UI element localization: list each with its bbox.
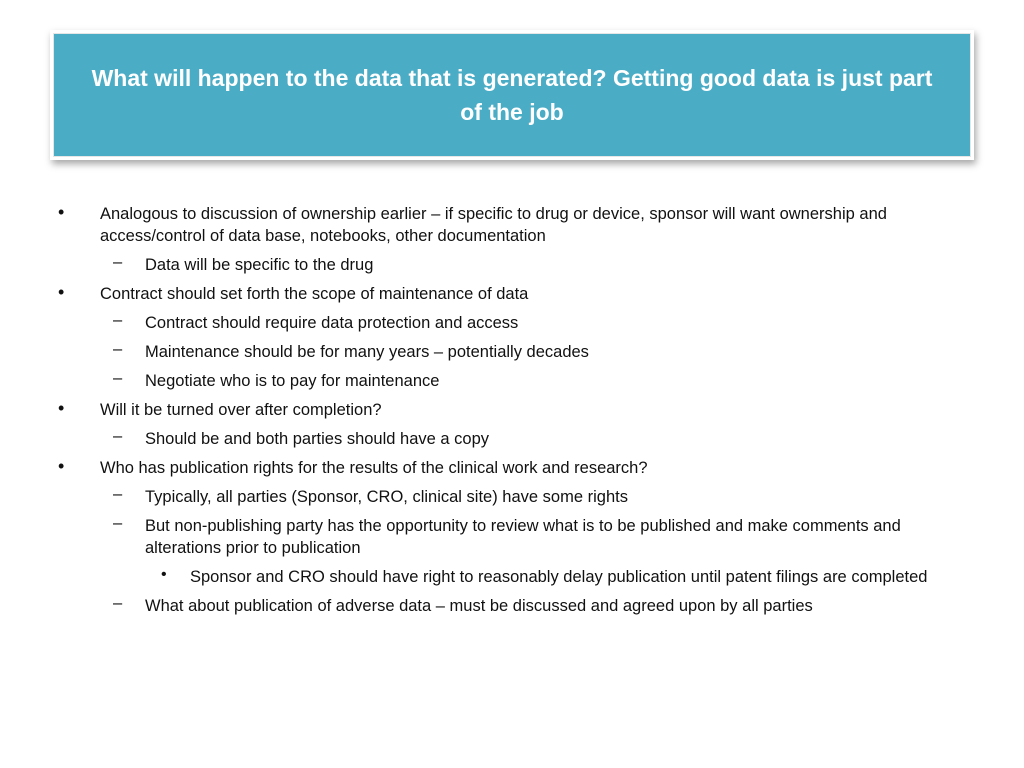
list-item-text: Negotiate who is to pay for maintenance xyxy=(145,372,440,390)
dash-icon: – xyxy=(113,514,123,532)
list-item xyxy=(0,254,1024,276)
bullet-icon: • xyxy=(58,202,65,222)
list-item xyxy=(0,341,1024,363)
list-item xyxy=(0,283,1024,305)
bullet-icon: • xyxy=(58,456,65,476)
list-item-text: Who has publication rights for the results of the clinical work and research? xyxy=(100,459,648,477)
list-item-text: Typically, all parties (Sponsor, CRO, clinical site) have some rights xyxy=(145,488,628,506)
list-item xyxy=(0,370,1024,392)
list-item-text: Should be and both parties should have a copy xyxy=(145,430,490,448)
list-item-text: Sponsor and CRO should have right to reasonably delay publication until patent filings are completed xyxy=(190,568,928,586)
bullet-icon: • xyxy=(58,282,65,302)
list-item-text: Will it be turned over after completion? xyxy=(100,401,382,419)
title-banner xyxy=(53,33,971,157)
slide-title: What will happen to the data that is generated? Getting good data is just part of the job xyxy=(91,65,933,125)
dash-icon: – xyxy=(113,485,123,503)
list-item-text: What about publication of adverse data – must be discussed and agreed upon by all parties xyxy=(145,597,813,615)
list-item xyxy=(0,457,1024,479)
list-item xyxy=(0,566,1024,588)
list-item-text: Maintenance should be for many years – potentially decades xyxy=(145,343,589,361)
list-item xyxy=(0,595,1024,617)
dash-icon: – xyxy=(113,369,123,387)
bullet-list xyxy=(0,203,1024,624)
bullet-icon: • xyxy=(58,398,65,418)
list-item xyxy=(0,203,1024,247)
list-item xyxy=(0,312,1024,334)
list-item-text: Contract should require data protection and access xyxy=(145,314,519,332)
dash-icon: – xyxy=(113,340,123,358)
list-item-text: Analogous to discussion of ownership earlier – if specific to drug or device, sponsor will want ownership and access/control of data base, notebooks, other documentation xyxy=(100,205,887,245)
dash-icon: – xyxy=(113,311,123,329)
list-item-text: Data will be specific to the drug xyxy=(145,256,374,274)
list-item xyxy=(0,515,1024,559)
bullet-icon: • xyxy=(161,566,167,583)
dash-icon: – xyxy=(113,594,123,612)
list-item xyxy=(0,428,1024,450)
dash-icon: – xyxy=(113,253,123,271)
list-item-text: Contract should set forth the scope of maintenance of data xyxy=(100,285,529,303)
dash-icon: – xyxy=(113,427,123,445)
list-item xyxy=(0,399,1024,421)
list-item xyxy=(0,486,1024,508)
list-item-text: But non-publishing party has the opportunity to review what is to be published and make comments and alterations prior to publication xyxy=(145,517,901,557)
